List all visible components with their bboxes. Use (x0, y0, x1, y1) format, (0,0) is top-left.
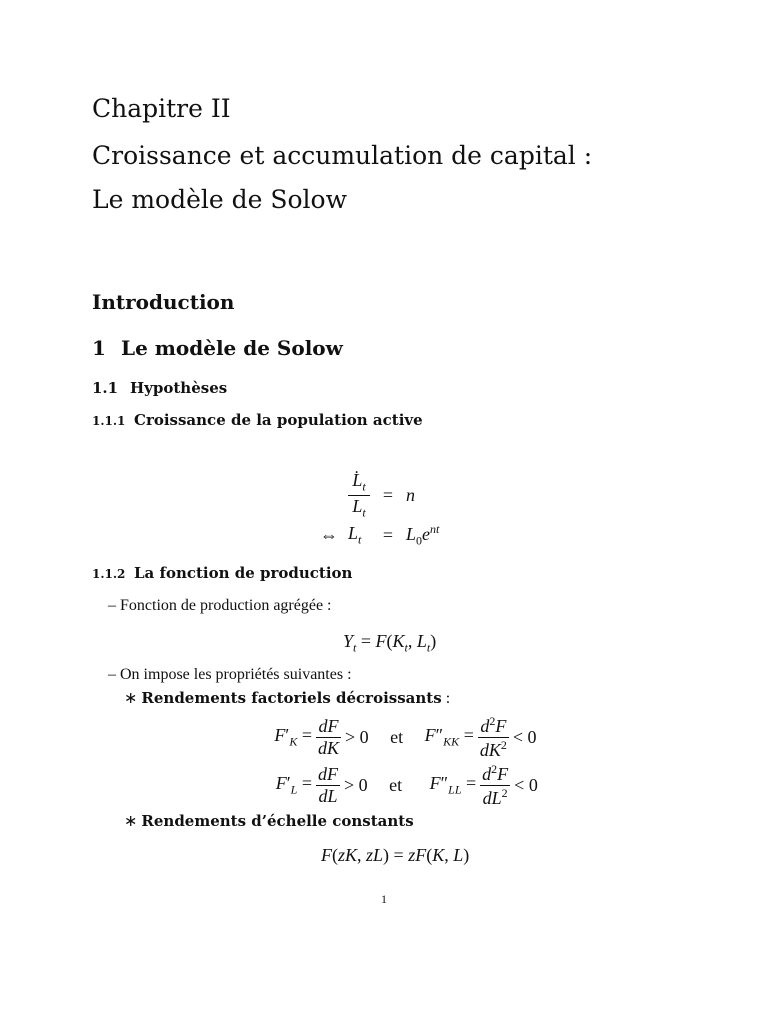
equation-diminishing-returns: $F'_K$ = $\frac{dF}{dK}$ > 0 et $F''_{KK}$ = $\frac{d^2F}{dK^2}$ < 0 $F'_L$ = $\frac{dF}{dL}$ > 0 et $F''_{LL}$ = $\frac{d^2F}{dL^2}$ < 0 (274, 713, 538, 808)
equation-fraction: $\frac{L̇_t}{L_t}$ (348, 471, 370, 518)
star-bullet: ∗ (124, 813, 138, 830)
sub-item-bold-text: Rendements factoriels décroissants (141, 689, 442, 707)
sub-list-item (124, 688, 450, 708)
subsection-title: Hypothèses (130, 379, 228, 397)
section-1 (92, 336, 343, 360)
list-item-text: Fonction de production agrégée : (120, 597, 332, 614)
section-introduction: Introduction (92, 290, 235, 314)
list-dash: – (108, 597, 116, 614)
subsection-number: 1.1 (92, 379, 119, 397)
list-item-text: On impose les propriétés suivantes : (120, 666, 352, 683)
equation-production-function: $Y_t = F(K_t$, $L_t$) (343, 631, 437, 655)
subsubsection-number: 1.1.2 (92, 567, 126, 581)
chapter-title: Chapitre II (92, 94, 231, 123)
star-bullet: ∗ (124, 690, 138, 707)
subsection-1-1 (92, 379, 227, 397)
subsubsection-number: 1.1.1 (92, 414, 126, 428)
conjunction-et: et (389, 774, 403, 795)
chapter-subtitle-2: Le modèle de Solow (92, 185, 348, 214)
equation-population: $\frac{L̇_t}{L_t}$ = n ⇔ $L_t$ = $L_0e^{nt}$ (320, 470, 440, 548)
subsubsection-1-1-1 (92, 411, 423, 429)
list-item (108, 666, 352, 684)
subsubsection-title: Croissance de la population active (134, 411, 423, 429)
section-number: 1 (92, 336, 106, 360)
list-item (108, 597, 332, 615)
conjunction-et: et (390, 726, 404, 747)
subsubsection-1-1-2 (92, 564, 352, 582)
page-number: 1 (381, 892, 387, 906)
sub-item-colon: : (441, 690, 451, 707)
section-title: Le modèle de Solow (121, 336, 343, 360)
subsubsection-title: La fonction de production (134, 564, 353, 582)
list-dash: – (108, 666, 116, 683)
sub-list-item (124, 811, 414, 831)
equation-constant-returns: F(zK, zL) = zF(K, L) (321, 845, 470, 865)
sub-item-bold-text: Rendements d’échelle constants (141, 812, 414, 830)
chapter-subtitle: Croissance et accumulation de capital : (92, 141, 593, 170)
